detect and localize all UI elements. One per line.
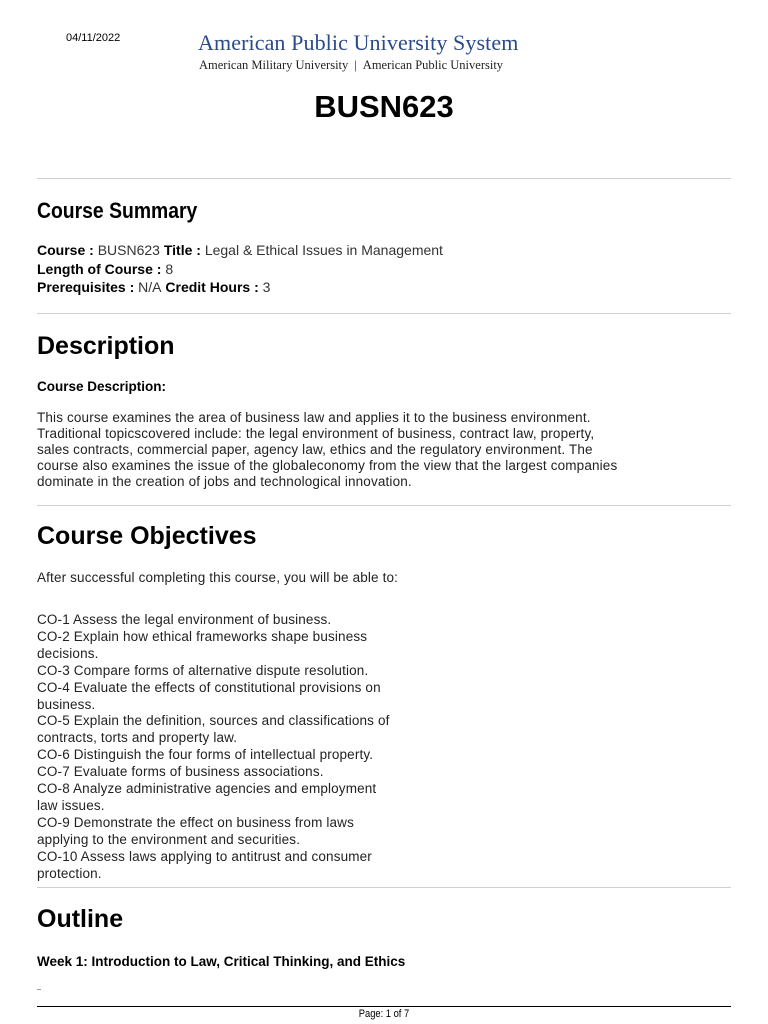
objective-line: CO-5 Explain the definition, sources and classifications of (37, 713, 390, 729)
objective-line: CO-3 Compare forms of alternative dispute resolution. (37, 662, 369, 678)
objective-line: decisions. (37, 645, 99, 661)
credit-label: Credit Hours : (161, 279, 263, 295)
objective-line: CO-2 Explain how ethical frameworks shape business (37, 628, 368, 644)
objective-line: law issues. (37, 797, 105, 813)
outline-heading: Outline (37, 905, 124, 933)
objective-line: business. (37, 696, 96, 712)
length-value: 8 (165, 261, 174, 277)
objective-line: contracts, torts and property law. (37, 730, 238, 746)
description-line: course also examines the issue of the globaleconomy from the view that the largest companies (37, 458, 618, 473)
university-logo-title: American Public University System (198, 30, 519, 55)
description-line: dominate in the creation of jobs and technological innovation. (37, 474, 412, 489)
course-description-subheading: Course Description: (37, 379, 167, 394)
objective-line: applying to the environment and securities. (37, 831, 301, 847)
description-heading: Description (37, 332, 175, 360)
objective-line: protection. (37, 865, 102, 881)
divider (37, 313, 731, 314)
objective-line: CO-1 Assess the legal environment of business. (37, 612, 332, 627)
description-line: sales contracts, commercial paper, agency law, ethics and the regulatory environment. The (37, 442, 593, 457)
course-objectives-heading: Course Objectives (37, 522, 257, 550)
objective-line: CO-6 Distinguish the four forms of intellectual property. (37, 747, 374, 763)
course-summary-heading: Course Summary (37, 198, 198, 223)
objective-line: CO-10 Assess laws applying to antitrust and consumer (37, 848, 372, 864)
footer-divider (37, 1006, 731, 1007)
page-number: Page: 1 of 7 (358, 1008, 410, 1020)
prereq-credit-row (37, 279, 270, 295)
description-line: Traditional topicscovered include: the legal environment of business, contract law, property, (37, 426, 595, 441)
course-value: BUSN623 (97, 242, 160, 258)
title-label: Title : (159, 242, 205, 258)
divider (37, 178, 731, 179)
divider (37, 989, 41, 990)
university-logo-subtitle (199, 58, 503, 73)
prereq-label: Prerequisites : (37, 279, 139, 295)
objective-line: CO-4 Evaluate the effects of constitutional provisions on (37, 679, 381, 695)
objectives-intro: After successful completing this course, you will be able to: (37, 570, 399, 585)
length-label: Length of Course : (37, 261, 166, 277)
course-label: Course : (37, 242, 98, 258)
description-line: This course examines the area of business law and applies it to the business environment. (37, 410, 591, 425)
objectives-list (37, 612, 390, 883)
page-title: BUSN623 (314, 89, 454, 124)
brand-sub-left: American Military University (199, 58, 349, 72)
brand-sub-right: American Public University (362, 58, 504, 72)
course-description-text (37, 410, 737, 490)
credit-value: 3 (262, 279, 271, 295)
week-1-heading: Week 1: Introduction to Law, Critical Thinking, and Ethics (37, 954, 406, 969)
objective-line: CO-7 Evaluate forms of business associations. (37, 764, 324, 780)
objective-line: CO-8 Analyze administrative agencies and employment (37, 781, 377, 797)
course-title-row (37, 242, 443, 258)
divider (37, 505, 731, 506)
print-date: 04/11/2022 (66, 32, 121, 44)
divider (37, 887, 731, 888)
objective-line: CO-9 Demonstrate the effect on business from laws (37, 814, 354, 830)
length-row (37, 261, 173, 277)
brand-sub-separator: | (354, 58, 357, 72)
prereq-value: N/A (138, 279, 162, 295)
title-value: Legal & Ethical Issues in Management (204, 242, 443, 258)
